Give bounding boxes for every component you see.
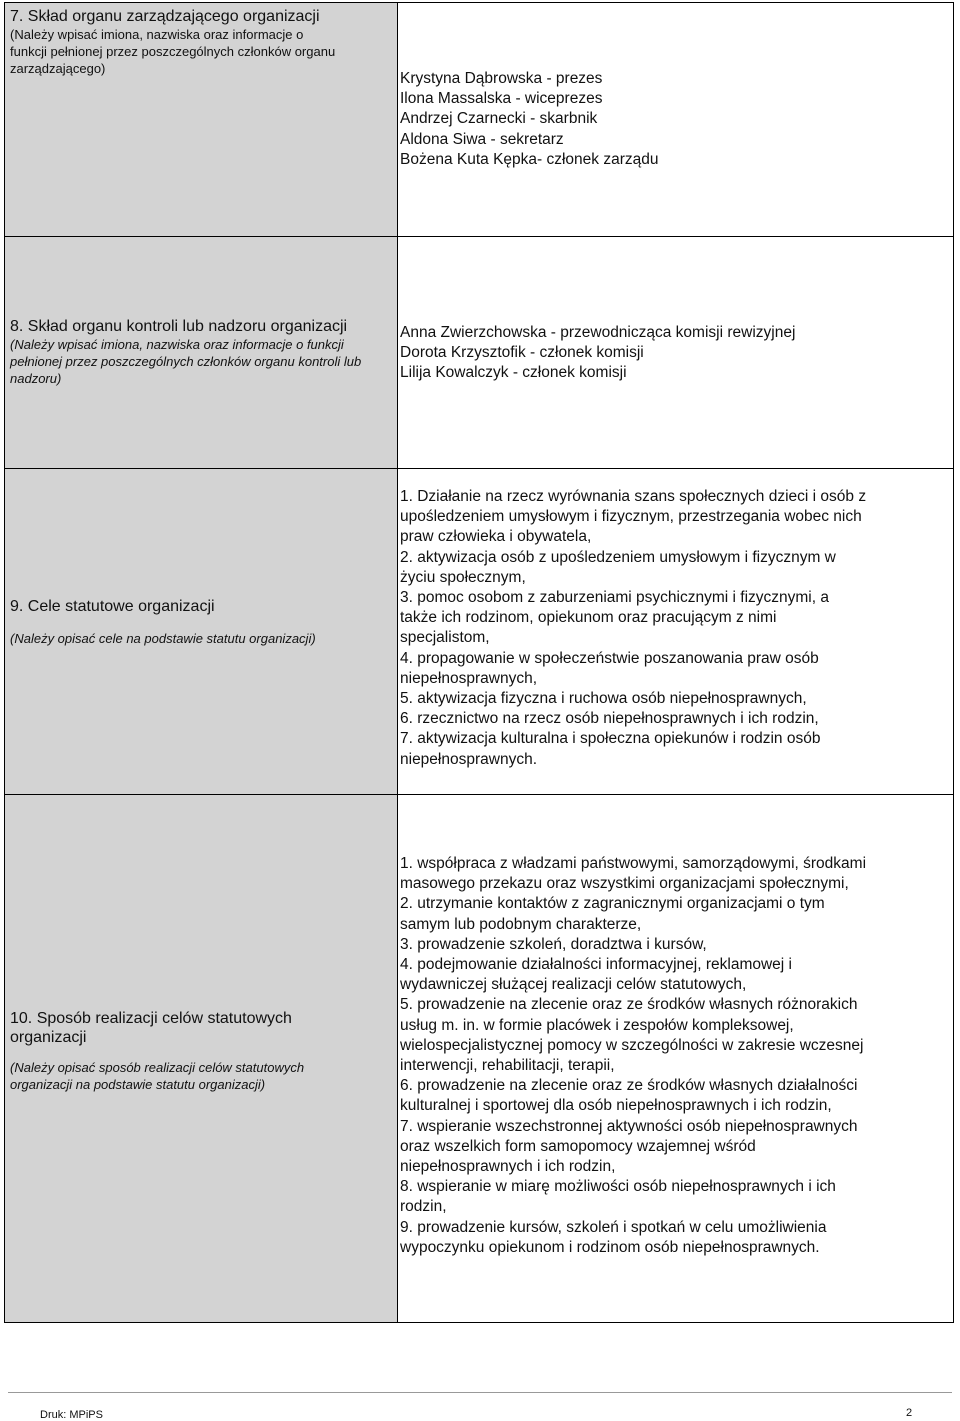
content-line: 1. Działanie na rzecz wyrównania szans społecznych dzieci i osób z	[400, 488, 867, 505]
section-content-cell	[398, 3, 953, 236]
section-row-9	[4, 469, 954, 795]
content-line: 3. prowadzenie szkoleń, doradztwa i kursów,	[400, 935, 707, 953]
section-label-cell	[5, 795, 398, 1322]
content-line: rodzin,	[400, 1198, 447, 1216]
content-line: specjalistom,	[400, 629, 490, 647]
section-content-cell	[398, 237, 953, 468]
print-label: Druk: MPiPS	[40, 1409, 103, 1421]
content-line: Aldona Siwa - sekretarz	[400, 130, 564, 148]
content-line: Bożena Kuta Kępka- członek zarządu	[400, 150, 659, 168]
section-row-7	[4, 2, 954, 237]
content-line: 7. wspieranie wszechstronnej aktywności osób niepełnosprawnych	[400, 1117, 858, 1135]
content-line: kulturalnej i sportowej dla osób niepełnosprawnych i ich rodzin,	[400, 1097, 832, 1115]
content-line: 8. wspieranie w miarę możliwości osób niepełnosprawnych i ich	[400, 1178, 836, 1196]
section-note: (Należy opisać cele na podstawie statutu organizacji)	[10, 631, 316, 646]
content-line: Dorota Krzysztofik - członek komisji	[400, 344, 644, 362]
section-title: 8. Skład organu kontroli lub nadzoru organizacji	[10, 318, 348, 335]
content-line: 4. propagowanie w społeczeństwie poszanowania praw osób	[400, 649, 819, 667]
section-row-8	[4, 237, 954, 469]
content-line: wydawniczej służącej realizacji celów statutowych,	[400, 976, 747, 994]
content-line: praw człowieka i obywatela,	[400, 528, 592, 546]
footer-divider	[8, 1392, 952, 1393]
content-line: 4. podejmowanie działalności informacyjnej, reklamowej i	[400, 956, 792, 974]
content-line: Anna Zwierzchowska - przewodnicząca komisji rewizyjnej	[400, 324, 796, 341]
content-line: wypoczynku opiekunom i rodzinom osób niepełnosprawnych.	[400, 1238, 820, 1256]
section-label-cell	[5, 469, 398, 794]
content-line: oraz wszelkich form samopomocy wzajemnej wśród	[400, 1137, 756, 1155]
content-line: 9. prowadzenie kursów, szkoleń i spotkań w celu umożliwienia	[400, 1218, 827, 1236]
section-label-cell	[5, 237, 398, 468]
content-line: niepełnosprawnych,	[400, 669, 538, 687]
content-line: niepełnosprawnych.	[400, 750, 538, 768]
section-note: (Należy opisać sposób realizacji celów statutowych organizacji na podstawie statutu organizacji)	[10, 1060, 305, 1092]
content-line: upośledzeniem umysłowym i fizycznym, przestrzegania wobec nich	[400, 508, 862, 526]
content-line: 2. aktywizacja osób z upośledzeniem umysłowym i fizycznym w	[400, 548, 836, 566]
page-number: 2	[906, 1407, 913, 1419]
form-table	[4, 2, 954, 1323]
content-line: 6. prowadzenie na zlecenie oraz ze środków własnych działalności	[400, 1077, 858, 1095]
content-line: 7. aktywizacja kulturalna i społeczna opiekunów i rodzin osób	[400, 730, 821, 748]
section-note: (Należy wpisać imiona, nazwiska oraz informacje o funkcji pełnionej przez poszczególnych członków organu kontroli lub nadzoru)	[10, 337, 362, 386]
content-line: Andrzej Czarnecki - skarbnik	[400, 110, 598, 128]
content-line: 5. prowadzenie na zlecenie oraz ze środków własnych różnorakich	[400, 996, 858, 1014]
content-line: 3. pomoc osobom z zaburzeniami psychicznymi i fizycznymi, a	[400, 589, 829, 607]
content-line: interwencji, rehabilitacji, terapii,	[400, 1057, 615, 1075]
section-title: 7. Skład organu zarządzającego organizacji	[10, 8, 320, 25]
section-content-cell	[398, 795, 953, 1322]
content-line: samym lub podobnym charakterze,	[400, 915, 642, 933]
section-label-cell	[5, 3, 398, 236]
section-title: 10. Sposób realizacji celów statutowych organizacji	[10, 1010, 292, 1046]
content-line: Ilona Massalska - wiceprezes	[400, 90, 603, 108]
section-row-10	[4, 795, 954, 1323]
content-line: także ich rodzinom, opiekunom oraz pracującym z nimi	[400, 609, 777, 627]
content-line: 6. rzecznictwo na rzecz osób niepełnosprawnych i ich rodzin,	[400, 710, 819, 728]
content-line: Krystyna Dąbrowska - prezes	[400, 70, 603, 87]
content-line: usług m. in. w formie placówek i zespołów kompleksowej,	[400, 1016, 794, 1034]
section-title: 9. Cele statutowe organizacji	[10, 598, 215, 615]
content-line: 2. utrzymanie kontaktów z zagranicznymi organizacjami o tym	[400, 895, 825, 913]
content-line: wielospecjalistycznej pomocy w szczególności w zakresie wczesnej	[400, 1036, 864, 1054]
content-line: masowego przekazu oraz wszystkimi organizacjami społecznymi,	[400, 875, 849, 893]
section-content-cell	[398, 469, 953, 794]
content-line: 1. współpraca z władzami państwowymi, samorządowymi, środkami	[400, 855, 867, 872]
content-line: niepełnosprawnych i ich rodzin,	[400, 1158, 616, 1176]
content-line: Lilija Kowalczyk - członek komisji	[400, 364, 627, 382]
content-line: 5. aktywizacja fizyczna i ruchowa osób niepełnosprawnych,	[400, 690, 807, 708]
page-footer	[0, 1392, 960, 1421]
section-note: (Należy wpisać imiona, nazwiska oraz informacje o funkcji pełnionej przez poszczególnych członków organu zarządzającego)	[10, 27, 336, 76]
content-line: życiu społecznym,	[400, 568, 526, 586]
